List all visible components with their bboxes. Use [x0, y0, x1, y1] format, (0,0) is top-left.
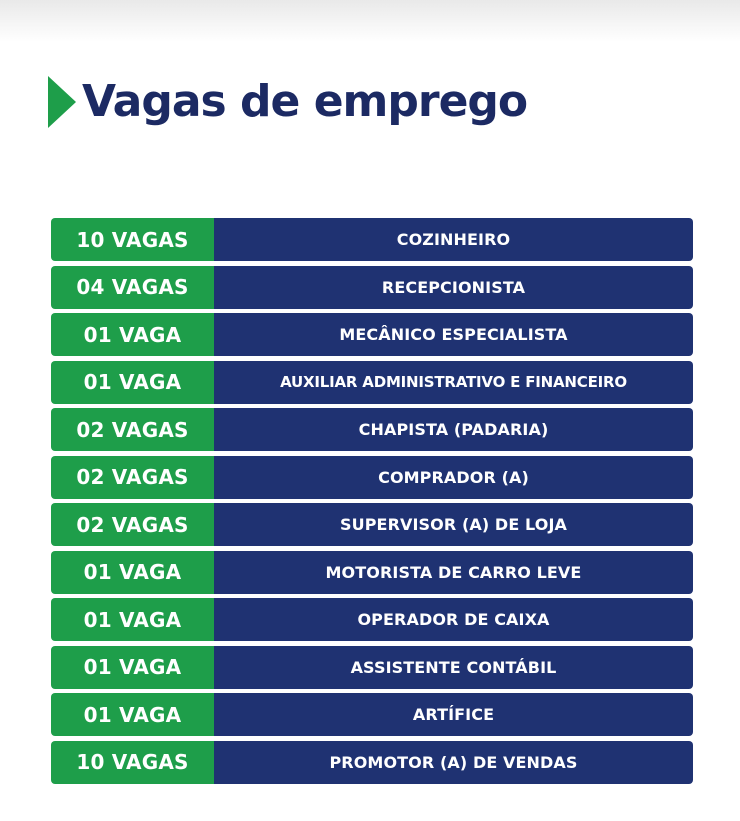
- vacancy-count: 01 VAGA: [51, 313, 214, 356]
- page-header: [48, 74, 527, 130]
- vacancy-count: 02 VAGAS: [51, 456, 214, 499]
- vacancy-count: 01 VAGA: [51, 551, 214, 594]
- job-title: MOTORISTA DE CARRO LEVE: [214, 551, 693, 594]
- job-row: [51, 646, 693, 689]
- job-title: COMPRADOR (A): [214, 456, 693, 499]
- vacancy-count: 10 VAGAS: [51, 741, 214, 784]
- job-row: [51, 598, 693, 641]
- chevron-right-icon: [48, 76, 76, 128]
- job-row: [51, 551, 693, 594]
- job-row: [51, 361, 693, 404]
- vacancy-count: 01 VAGA: [51, 693, 214, 736]
- job-title: COZINHEIRO: [214, 218, 693, 261]
- job-row: [51, 313, 693, 356]
- job-title: ASSISTENTE CONTÁBIL: [214, 646, 693, 689]
- vacancy-count: 02 VAGAS: [51, 503, 214, 546]
- top-fade: [0, 0, 740, 42]
- page-title: Vagas de emprego: [82, 76, 528, 127]
- job-title: SUPERVISOR (A) DE LOJA: [214, 503, 693, 546]
- job-title: OPERADOR DE CAIXA: [214, 598, 693, 641]
- vacancy-count: 01 VAGA: [51, 646, 214, 689]
- vacancy-count: 04 VAGAS: [51, 266, 214, 309]
- job-row: [51, 503, 693, 546]
- job-list: [51, 218, 693, 788]
- job-title: CHAPISTA (PADARIA): [214, 408, 693, 451]
- job-row: [51, 456, 693, 499]
- job-title: RECEPCIONISTA: [214, 266, 693, 309]
- vacancy-count: 01 VAGA: [51, 361, 214, 404]
- job-row: [51, 408, 693, 451]
- job-title: PROMOTOR (A) DE VENDAS: [214, 741, 693, 784]
- job-row: [51, 266, 693, 309]
- vacancy-count: 10 VAGAS: [51, 218, 214, 261]
- vacancy-count: 01 VAGA: [51, 598, 214, 641]
- job-row: [51, 693, 693, 736]
- job-row: [51, 218, 693, 261]
- job-title: AUXILIAR ADMINISTRATIVO E FINANCEIRO: [214, 361, 693, 404]
- job-title: MECÂNICO ESPECIALISTA: [214, 313, 693, 356]
- job-row: [51, 741, 693, 784]
- vacancy-count: 02 VAGAS: [51, 408, 214, 451]
- job-title: ARTÍFICE: [214, 693, 693, 736]
